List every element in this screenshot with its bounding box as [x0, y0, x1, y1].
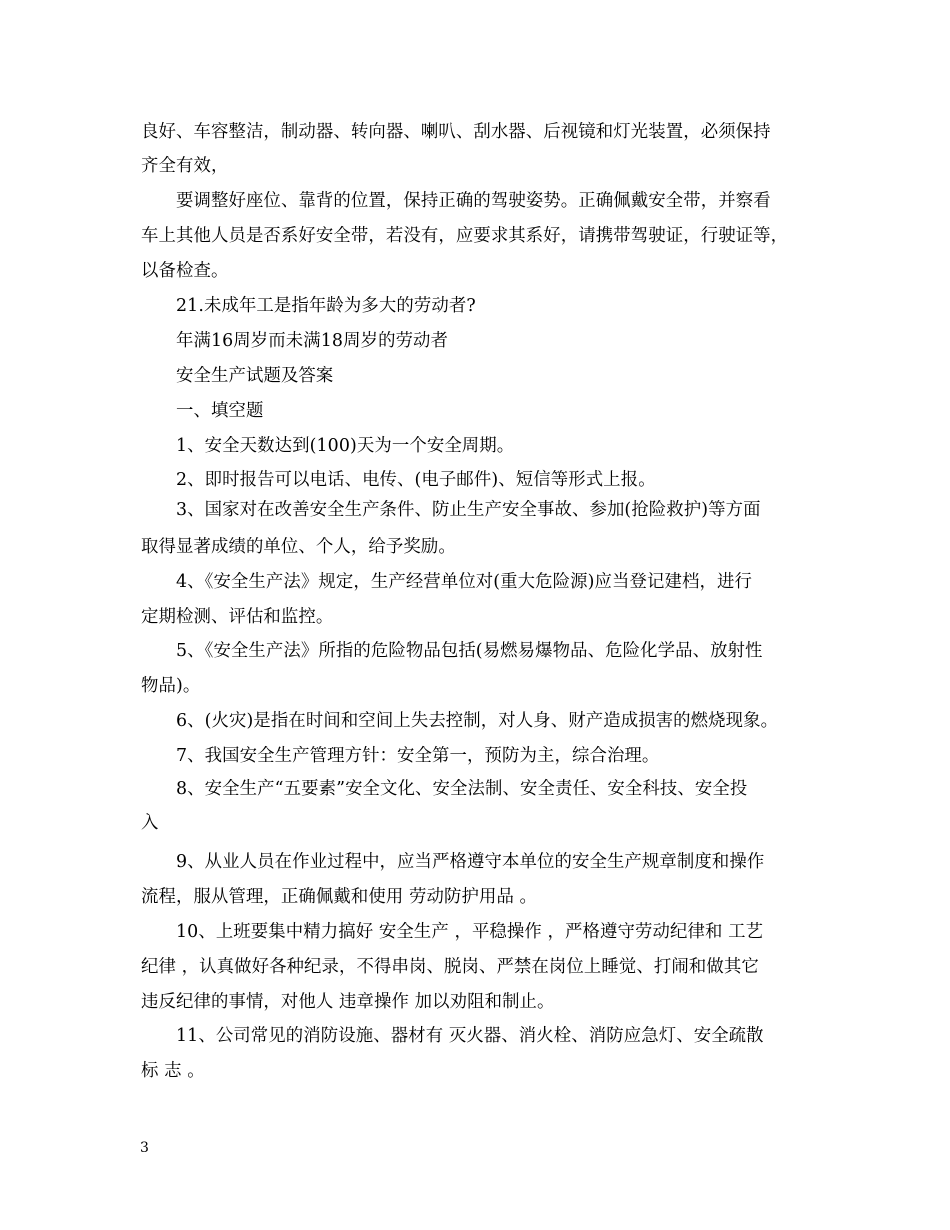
text-line: 入 [141, 813, 159, 833]
text-line: 良好、车容整洁，制动器、转向器、喇叭、刮水器、后视镜和灯光装置，必须保持 [141, 122, 771, 142]
text-line: 物品)。 [141, 676, 201, 696]
text-line: 纪律 ，认真做好各种纪录，不得串岗、脱岗、严禁在岗位上睡觉、打闹和做其它 [141, 957, 759, 977]
text-line: 7、我国安全生产管理方针：安全第一，预防为主，综合治理。 [176, 746, 660, 766]
page-number: 3 [140, 1140, 149, 1156]
text-line: 要调整好座位、靠背的位置，保持正确的驾驶姿势。正确佩戴安全带，并察看 [176, 191, 771, 211]
text-line: 5、《安全生产法》所指的危险物品包括(易燃易爆物品、危险化学品、放射性 [176, 641, 763, 661]
text-line: 4、《安全生产法》规定，生产经营单位对(重大危险源)应当登记建档，进行 [176, 572, 752, 592]
text-line: 3、国家对在改善安全生产条件、防止生产安全事故、参加(抢险救护)等方面 [176, 500, 761, 520]
text-line: 违反纪律的事情，对他人 违章操作 加以劝阻和制止。 [141, 992, 555, 1012]
text-line: 齐全有效， [141, 156, 229, 176]
text-line: 安全生产试题及答案 [176, 366, 334, 386]
text-line: 9、从业人员在作业过程中，应当严格遵守本单位的安全生产规章制度和操作 [176, 852, 765, 872]
text-line: 10、上班要集中精力搞好 安全生产 ，平稳操作 ，严格遵守劳动纪律和 工艺 [176, 922, 764, 942]
text-line: 一、填空题 [176, 401, 264, 421]
text-line: 8、安全生产“五要素”安全文化、安全法制、安全责任、安全科技、安全投 [176, 779, 748, 799]
text-line: 定期检测、评估和监控。 [141, 607, 334, 627]
text-line: 1、安全天数达到(100)天为一个安全周期。 [176, 436, 515, 456]
text-line: 年满16周岁而未满18周岁的劳动者 [176, 331, 449, 351]
text-line: 车上其他人员是否系好安全带，若没有，应要求其系好，请携带驾驶证，行驶证等， [141, 226, 789, 246]
text-line: 流程，服从管理，正确佩戴和使用 劳动防护用品 。 [141, 887, 538, 907]
text-line: 取得显著成绩的单位、个人，给予奖励。 [141, 537, 456, 557]
text-line: 11、公司常见的消防设施、器材有 灭火器、消火栓、消防应急灯、安全疏散 [176, 1026, 764, 1046]
text-line: 标 志 。 [141, 1061, 205, 1081]
text-line: 21.未成年工是指年龄为多大的劳动者? [176, 296, 476, 316]
text-line: 6、(火灾)是指在时间和空间上失去控制，对人身、财产造成损害的燃烧现象。 [176, 711, 779, 731]
text-line: 以备检查。 [141, 261, 229, 281]
text-line: 2、即时报告可以电话、电传、(电子邮件)、短信等形式上报。 [176, 470, 656, 490]
